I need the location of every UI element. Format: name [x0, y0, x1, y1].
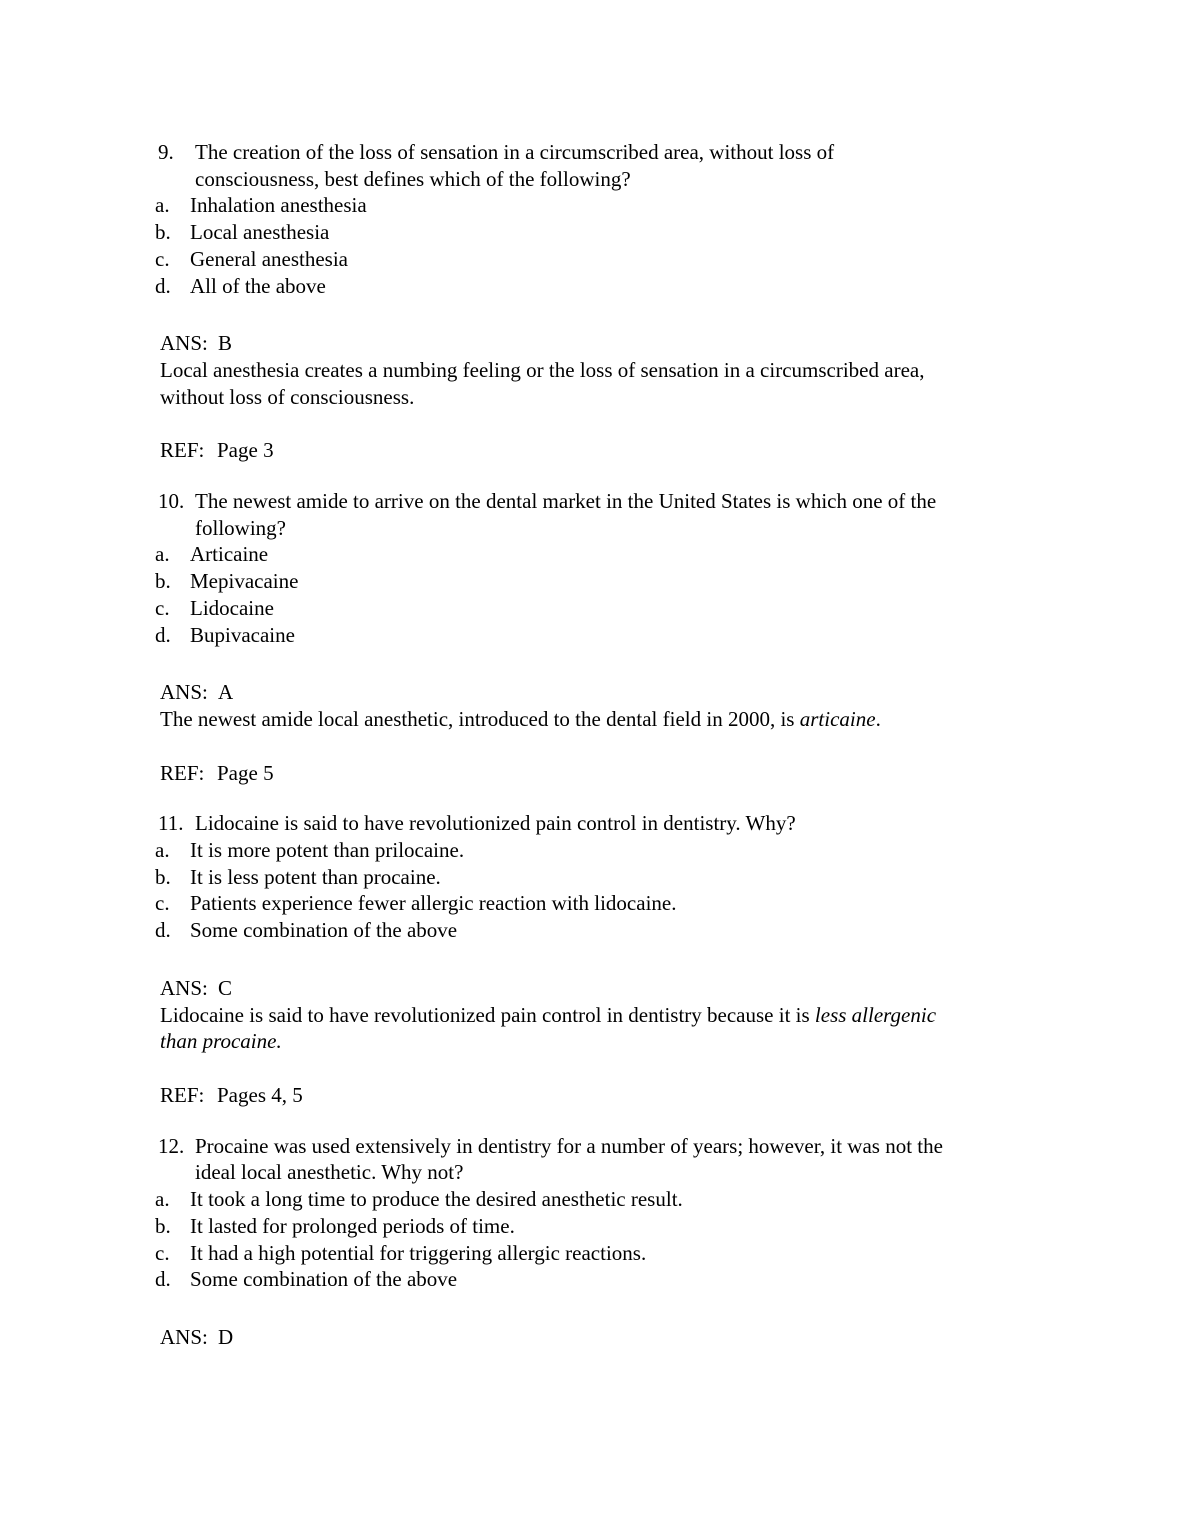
option-text: Some combination of the above: [190, 918, 458, 943]
explanation-run: Local anesthesia creates a numbing feeling or the loss of sensation in a circumscribed area,: [160, 357, 925, 382]
option-label: b.: [155, 569, 171, 594]
option-row: [0, 1240, 1190, 1267]
question-text-line: [0, 488, 1190, 515]
explanation-run: .: [875, 706, 881, 731]
answer-value: C: [218, 975, 233, 1000]
option-row: [0, 1213, 1190, 1240]
option-label: c.: [155, 1240, 170, 1265]
option-text: It had a high potential for triggering allergic reactions.: [190, 1240, 647, 1265]
option-label: c.: [155, 246, 170, 271]
question-text-line: [0, 810, 1190, 837]
ref-line: [0, 437, 1190, 464]
explanation-run-italic: articaine: [799, 706, 876, 731]
option-text: General anesthesia: [190, 246, 349, 271]
option-label: a.: [155, 1187, 170, 1212]
question-text: ideal local anesthetic. Why not?: [195, 1160, 464, 1185]
answer-value: D: [218, 1324, 234, 1349]
option-row: [0, 864, 1190, 891]
option-label: b.: [155, 220, 171, 245]
answer-label: ANS:: [160, 331, 208, 356]
explanation-run-italic: less allergenic: [814, 1002, 937, 1027]
explanation-line: [0, 357, 1190, 384]
answer-line: [0, 1324, 1190, 1351]
explanation-line: [0, 706, 1190, 733]
ref-line: [0, 760, 1190, 787]
option-label: d.: [155, 622, 171, 647]
option-text: Lidocaine: [190, 595, 274, 620]
option-text: Articaine: [190, 542, 269, 567]
option-row: [0, 192, 1190, 219]
question-text-line: [0, 1159, 1190, 1186]
option-label: a.: [155, 193, 170, 218]
option-row: [0, 622, 1190, 649]
question-text: The creation of the loss of sensation in a circumscribed area, without loss of: [195, 140, 835, 164]
question-text: Procaine was used extensively in dentistry for a number of years; however, it was not the: [195, 1133, 943, 1158]
option-text: Some combination of the above: [190, 1267, 458, 1292]
option-text: All of the above: [190, 273, 326, 298]
explanation-run: The newest amide local anesthetic, introduced to the dental field in 2000, is: [160, 706, 800, 731]
option-text: It is more potent than prilocaine.: [190, 838, 465, 863]
question-text-line: [0, 166, 1190, 193]
explanation-line: [0, 1002, 1190, 1029]
question-text: following?: [195, 515, 286, 540]
question-number: 9.: [158, 140, 174, 164]
explanation-run: Lidocaine is said to have revolutionized pain control in dentistry because it is: [160, 1002, 815, 1027]
answer-line: [0, 975, 1190, 1002]
question-text-line: [0, 1133, 1190, 1160]
question-number: 12.: [158, 1133, 185, 1158]
question-number: 10.: [158, 489, 185, 514]
option-row: [0, 837, 1190, 864]
answer-label: ANS:: [160, 680, 208, 705]
ref-label: REF:: [160, 760, 205, 785]
option-row: [0, 246, 1190, 273]
ref-label: REF:: [160, 1082, 205, 1107]
option-row: [0, 219, 1190, 246]
option-label: d.: [155, 273, 171, 298]
question-text-line: [0, 139, 1190, 166]
option-label: d.: [155, 1267, 171, 1292]
option-row: [0, 595, 1190, 622]
question-number: 11.: [158, 811, 184, 836]
answer-value: B: [218, 331, 233, 356]
ref-value: Page 3: [217, 438, 274, 463]
explanation-run: without loss of consciousness.: [160, 384, 415, 409]
question-text-line: [0, 515, 1190, 542]
ref-label: REF:: [160, 438, 205, 463]
option-row: [0, 917, 1190, 944]
option-row: [0, 1266, 1190, 1293]
option-text: Bupivacaine: [190, 622, 295, 647]
answer-line: [0, 330, 1190, 357]
option-row: [0, 568, 1190, 595]
option-label: b.: [155, 1213, 171, 1238]
explanation-run-italic: than procaine.: [160, 1029, 282, 1054]
option-label: d.: [155, 918, 171, 943]
question-text: consciousness, best defines which of the following?: [195, 166, 631, 191]
option-text: Local anesthesia: [190, 220, 330, 245]
option-label: a.: [155, 542, 170, 567]
ref-value: Pages 4, 5: [217, 1082, 303, 1107]
option-text: It took a long time to produce the desired anesthetic result.: [190, 1187, 683, 1212]
option-row: [0, 890, 1190, 917]
answer-label: ANS:: [160, 1324, 208, 1349]
option-text: Patients experience fewer allergic reaction with lidocaine.: [190, 891, 677, 916]
option-text: It lasted for prolonged periods of time.: [190, 1213, 515, 1238]
option-row: [0, 273, 1190, 300]
answer-label: ANS:: [160, 975, 208, 1000]
question-text: Lidocaine is said to have revolutionized pain control in dentistry. Why?: [195, 811, 796, 836]
option-row: [0, 1186, 1190, 1213]
question-text: The newest amide to arrive on the dental market in the United States is which one of the: [195, 489, 937, 514]
ref-line: [0, 1082, 1190, 1109]
answer-line: [0, 679, 1190, 706]
option-text: It is less potent than procaine.: [190, 864, 441, 889]
answer-value: A: [218, 680, 234, 705]
option-label: b.: [155, 864, 171, 889]
option-label: c.: [155, 595, 170, 620]
option-text: Mepivacaine: [190, 569, 299, 594]
option-text: Inhalation anesthesia: [190, 193, 367, 218]
option-label: c.: [155, 891, 170, 916]
explanation-line: [0, 1028, 1190, 1055]
option-row: [0, 541, 1190, 568]
explanation-line: [0, 384, 1190, 411]
option-label: a.: [155, 838, 170, 863]
ref-value: Page 5: [217, 760, 274, 785]
